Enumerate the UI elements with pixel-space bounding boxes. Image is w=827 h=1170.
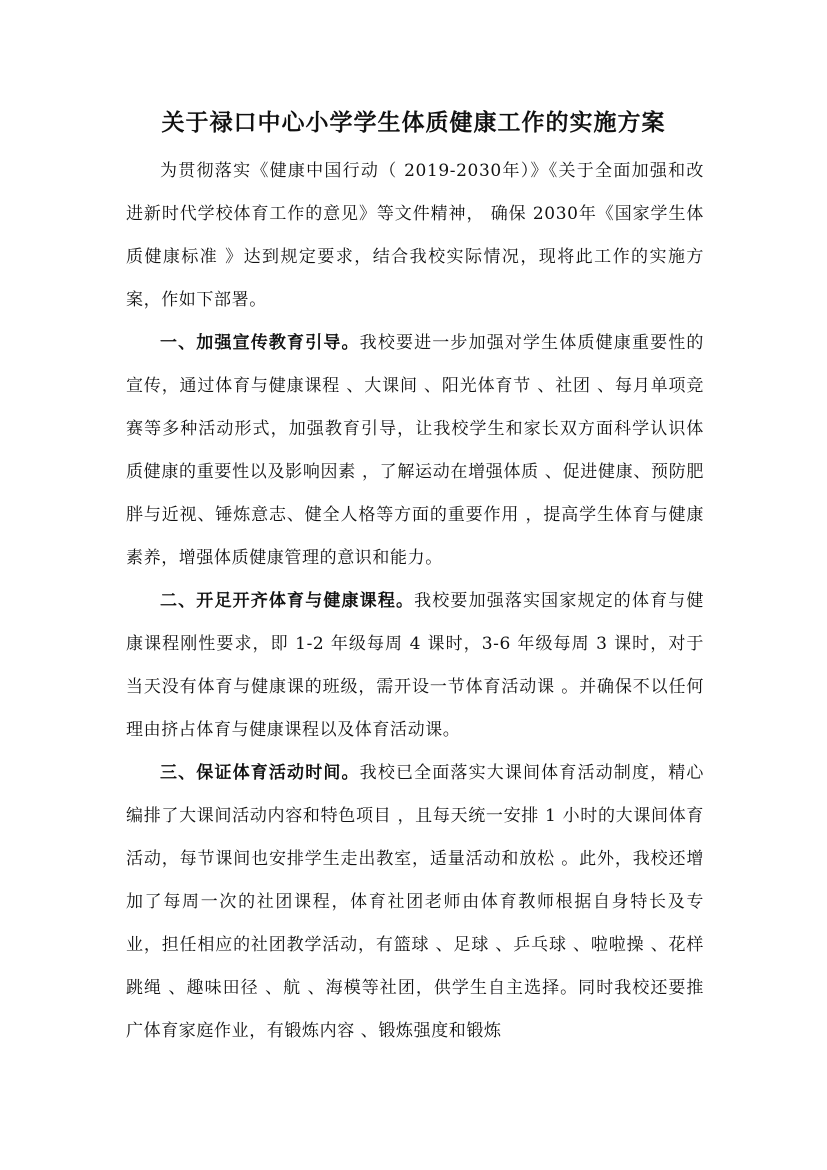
paragraph-text: 我校要加强落实国家规定的体育与健康课程刚性要求，即 1-2 年级每周 4 课时，3-6 年级每周 3 课时，对于当天没有体育与健康课的班级，需开设一节体育活动课 。并确保不以任何理由挤占体育与健康课程以及体育活动课。 bbox=[126, 591, 704, 740]
paragraph-section-2 bbox=[126, 580, 704, 752]
document-title: 关于禄口中心小学学生体质健康工作的实施方案 bbox=[161, 109, 666, 136]
document-body bbox=[126, 150, 704, 1053]
paragraph-heading: 二、开足开齐体育与健康课程。 bbox=[160, 591, 415, 611]
paragraph-intro bbox=[126, 150, 704, 322]
paragraph-heading: 三、保证体育活动时间。 bbox=[160, 763, 360, 783]
paragraph-heading: 一、加强宣传教育引导。 bbox=[160, 333, 360, 353]
paragraph-section-3 bbox=[126, 752, 704, 1053]
paragraph-text: 我校已全面落实大课间体育活动制度，精心编排了大课间活动内容和特色项目 ，且每天统一安排 1 小时的大课间体育活动，每节课间也安排学生走出教室，适量活动和放松 。此外，我校还增加了每周一次的社团课程，体育社团老师由体育教师根据自身特长及专业，担任相应的社团教学活动，有篮球 、足球 、乒乓球 、啦啦操 、花样跳绳 、趣味田径 、航 、海模等社团，供学生自主选择。同时我校还要推广体育家庭作业，有锻炼内容 、锻炼强度和锻炼 bbox=[126, 763, 704, 1041]
paragraph-section-1 bbox=[126, 322, 704, 580]
paragraph-text: 为贯彻落实《健康中国行动（ 2019-2030年）》《关于全面加强和改进新时代学校体育工作的意见》等文件精神， 确保 2030年《国家学生体质健康标准 》达到规定要求，结合我校实际情况，现将此工作的实施方案，作如下部署。 bbox=[126, 161, 704, 310]
paragraph-text: 我校要进一步加强对学生体质健康重要性的宣传，通过体育与健康课程 、大课间 、阳光体育节 、社团 、每月单项竞赛等多种活动形式，加强教育引导，让我校学生和家长双方面科学认识体质健康的重要性以及影响因素 ，了解运动在增强体质 、促进健康、预防肥胖与近视、锤炼意志、健全人格等方面的重要作用 ，提高学生体育与健康素养，增强体质健康管理的意识和能力。 bbox=[126, 333, 704, 568]
